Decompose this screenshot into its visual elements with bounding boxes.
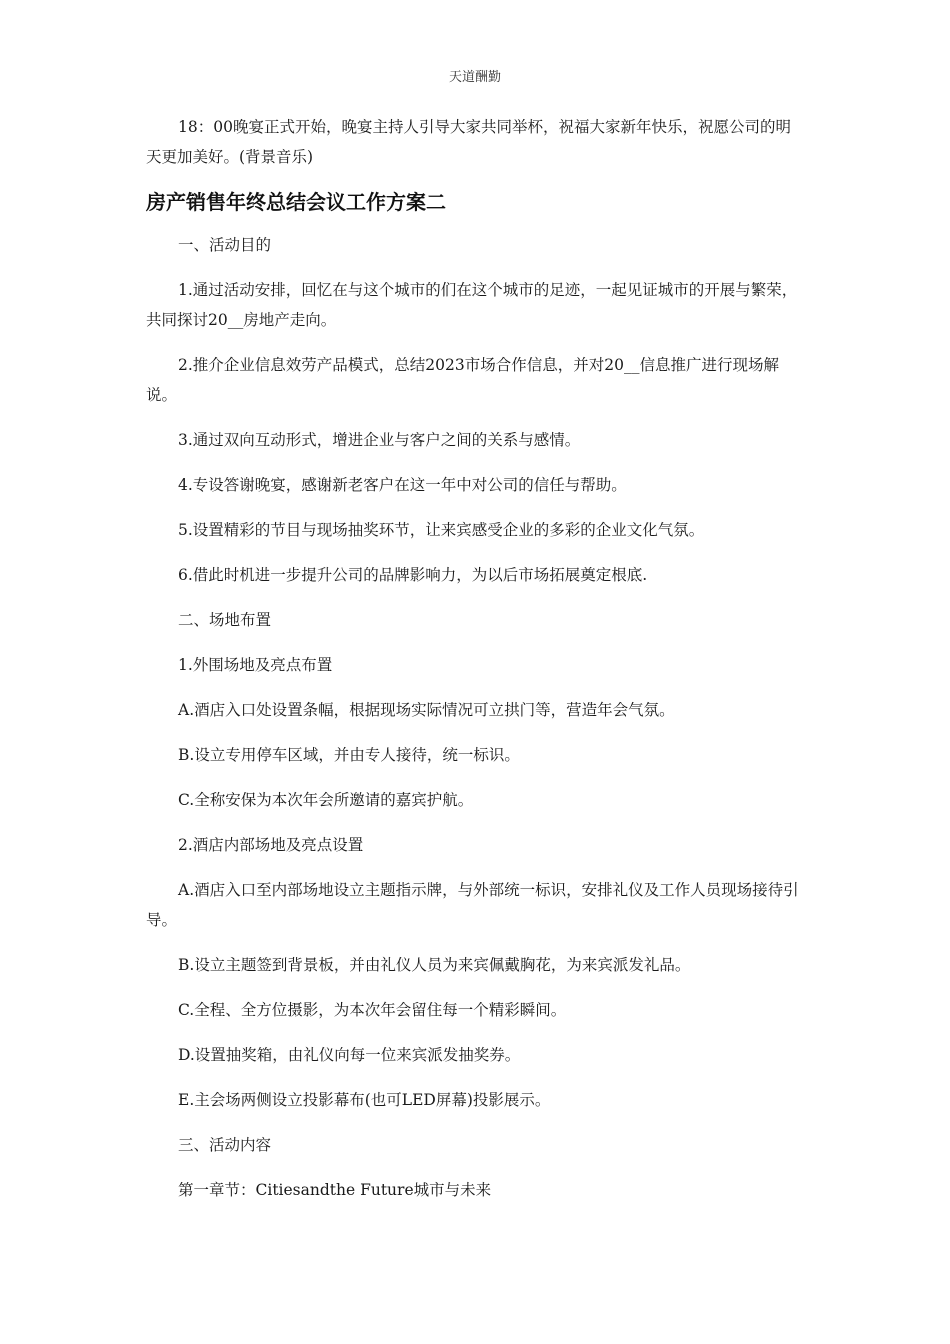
chapter-one-title: 第一章节：Citiesandthe Future城市与未来	[178, 1181, 492, 1199]
list-item-purpose-4: 4.专设答谢晚宴，感谢新老客户在这一年中对公司的信任与帮助。	[178, 476, 627, 494]
list-item-purpose-2: 2.推介企业信息效劳产品模式，总结2023市场合作信息，并对20__信息推广进行现场解说。	[146, 356, 779, 404]
page-header: 天道酬勤	[448, 70, 501, 85]
list-item-outdoor-b: B.设立专用停车区域，并由专人接待，统一标识。	[178, 746, 520, 764]
list-item-indoor-d: D.设置抽奖箱，由礼仪向每一位来宾派发抽奖券。	[178, 1046, 521, 1064]
list-item-purpose-6: 6.借此时机进一步提升公司的品牌影响力，为以后市场拓展奠定根底.	[178, 566, 648, 584]
list-item-outdoor-a: A.酒店入口处设置条幅，根据现场实际情况可立拱门等，营造年会气氛。	[178, 701, 675, 719]
list-item-indoor-b: B.设立主题签到背景板，并由礼仪人员为来宾佩戴胸花，为来宾派发礼品。	[178, 956, 691, 974]
list-item-purpose-1: 1.通过活动安排，回忆在与这个城市的们在这个城市的足迹，一起见证城市的开展与繁荣，共同探讨20__房地产走向。	[146, 281, 798, 329]
subheading-activity-purpose: 一、活动目的	[178, 236, 272, 254]
list-item-purpose-5: 5.设置精彩的节目与现场抽奖环节，让来宾感受企业的多彩的企业文化气氛。	[178, 521, 705, 539]
document-body	[146, 112, 806, 1220]
list-item-outdoor-layout: 1.外围场地及亮点布置	[178, 656, 333, 674]
paragraph-banquet-start: 18：00晚宴正式开始，晚宴主持人引导大家共同举杯，祝福大家新年快乐，祝愿公司的明天更加美好。(背景音乐)	[146, 118, 791, 166]
list-item-purpose-3: 3.通过双向互动形式，增进企业与客户之间的关系与感情。	[178, 431, 581, 449]
subheading-venue-layout: 二、场地布置	[178, 611, 272, 629]
list-item-indoor-a: A.酒店入口至内部场地设立主题指示牌，与外部统一标识，安排礼仪及工作人员现场接待引导。	[146, 881, 799, 929]
list-item-indoor-c: C.全程、全方位摄影，为本次年会留住每一个精彩瞬间。	[178, 1001, 567, 1019]
subheading-activity-content: 三、活动内容	[178, 1136, 272, 1154]
section-heading: 房产销售年终总结会议工作方案二	[146, 190, 446, 214]
list-item-outdoor-c: C.全称安保为本次年会所邀请的嘉宾护航。	[178, 791, 474, 809]
list-item-indoor-layout: 2.酒店内部场地及亮点设置	[178, 836, 364, 854]
list-item-indoor-e: E.主会场两侧设立投影幕布(也可LED屏幕)投影展示。	[178, 1091, 551, 1109]
